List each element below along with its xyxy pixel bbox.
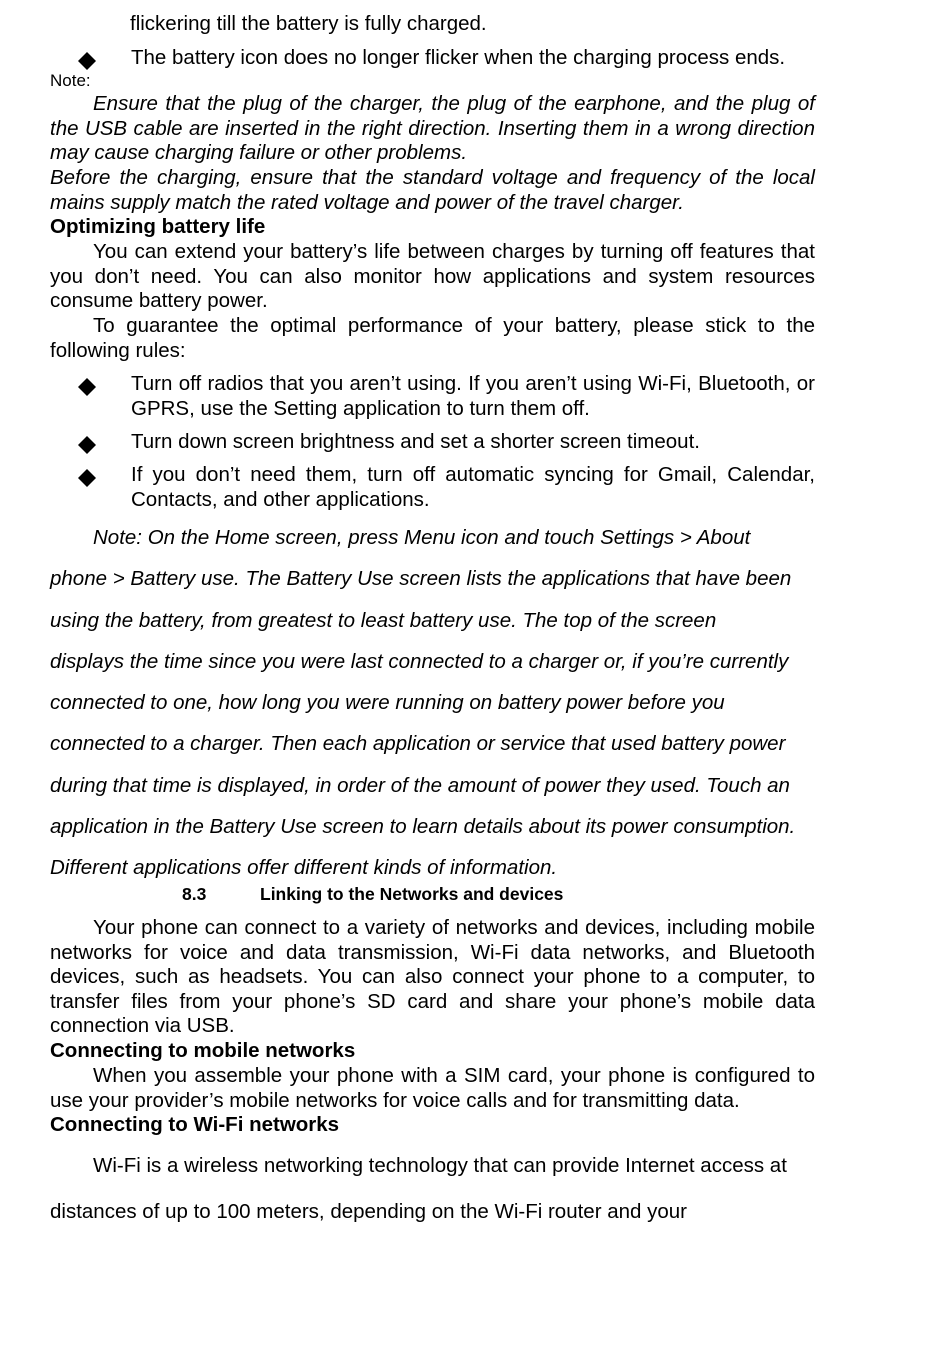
note-label: Note: [50,71,91,90]
note-line: connected to a charger. Then each application or service that used battery power [50,732,786,756]
list-item [50,463,815,512]
subsection-number: 8.3 [182,884,207,904]
diamond-bullet-icon [78,52,96,70]
note-line: connected to one, how long you were running on battery power before you [50,691,725,715]
section-heading: Optimizing battery life [50,215,266,238]
list-item-text: The battery icon does no longer flicker when the charging process ends. [131,46,786,69]
diamond-bullet-icon [78,378,96,396]
note-line: using the battery, from greatest to least battery use. The top of the screen [50,608,717,632]
list-item [50,430,815,455]
section-heading: Connecting to Wi-Fi networks [50,1113,340,1136]
note-line: phone > Battery use. The Battery Use screen lists the applications that have been [50,567,792,591]
diamond-bullet-icon [78,469,96,487]
wifi-paragraph [50,1143,815,1235]
note-line: during that time is displayed, in order of the amount of power they used. Touch an [50,773,790,797]
list-item [50,46,815,71]
paragraph-line: distances of up to 100 meters, depending on the Wi-Fi router and your [50,1200,688,1223]
note-line: Note: On the Home screen, press Menu icon and touch Settings > About [93,526,751,549]
list-item-text: Turn off radios that you aren’t using. If you aren’t using Wi-Fi, Bluetooth, or GPRS, use the Setting application to turn them off. [131,372,815,420]
continuation-text: flickering till the battery is fully charged. [130,12,487,35]
paragraph-line: Wi-Fi is a wireless networking technology that can provide Internet access at [93,1154,787,1177]
note-paragraph: Before the charging, ensure that the standard voltage and frequency of the local mains supply match the rated voltage and power of the travel charger. [50,166,815,214]
note-line: application in the Battery Use screen to learn details about its power consumption. [50,815,796,839]
list-item-text: If you don’t need them, turn off automatic syncing for Gmail, Calendar, Contacts, and other applications. [131,463,815,511]
list-item-text: Turn down screen brightness and set a shorter screen timeout. [131,430,700,453]
note-paragraph: Ensure that the plug of the charger, the plug of the earphone, and the plug of the USB cable are inserted in the right direction. Inserting them in a wrong direction may cause charging failure or other problems. [50,92,815,165]
section-heading: Connecting to mobile networks [50,1039,356,1062]
body-paragraph: Your phone can connect to a variety of networks and devices, including mobile networks for voice and data transmission, Wi-Fi data networks, and Bluetooth devices, such as headsets. You can also connect your phone to a computer, to transfer files from your phone’s SD card and share your phone’s mobile data connection via USB. [50,916,815,1038]
body-paragraph: When you assemble your phone with a SIM card, your phone is configured to use your provider’s mobile networks for voice calls and for transmitting data. [50,1064,815,1112]
body-paragraph: To guarantee the optimal performance of your battery, please stick to the following rules: [50,314,815,362]
subsection-title-text: Linking to the Networks and devices [260,884,564,904]
subsection-title [182,883,563,905]
diamond-bullet-icon [78,436,96,454]
battery-use-note [50,517,825,889]
note-line: Different applications offer different kinds of information. [50,856,558,880]
list-item [50,372,815,421]
note-line: displays the time since you were last connected to a charger or, if you’re currently [50,649,789,673]
body-paragraph: You can extend your battery’s life between charges by turning off features that you don’t need. You can also monitor how applications and system resources consume battery power. [50,240,815,313]
